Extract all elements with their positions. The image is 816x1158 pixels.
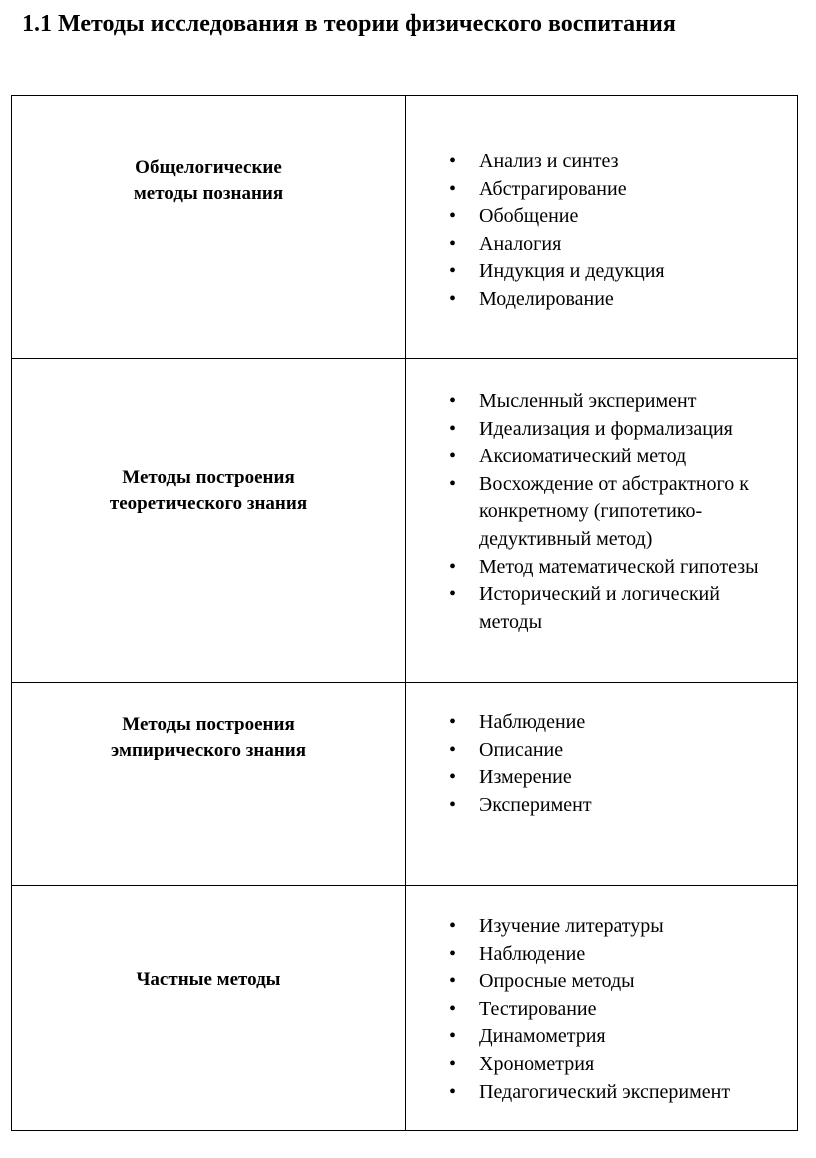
- category-label: Методы построения теоретического знания: [109, 466, 308, 514]
- category-cell: [12, 683, 406, 886]
- page-title: 1.1 Методы исследования в теории физического воспитания: [22, 11, 676, 37]
- list-item: • Мысленный эксперимент: [406, 388, 797, 416]
- list-item: • Педагогический эксперимент: [406, 1079, 797, 1107]
- list-item: • Метод математической гипотезы: [406, 554, 797, 582]
- list-item: • Идеализация и формализация: [406, 416, 797, 444]
- list-item: • Аналогия: [406, 231, 797, 259]
- table-row: [12, 886, 798, 1131]
- category-label: Частные методы: [136, 969, 281, 990]
- list-item: • Изучение литературы: [406, 913, 797, 941]
- list-item: • Описание: [406, 737, 797, 765]
- category-cell: [12, 359, 406, 683]
- list-item: • Исторический и логический методы: [406, 581, 797, 636]
- category-cell: [12, 886, 406, 1131]
- list-item: • Восхождение от абстрактного к конкретному (гипотетико-дедуктивный метод): [406, 471, 797, 554]
- list-item: • Хронометрия: [406, 1051, 797, 1079]
- methods-list: [406, 359, 797, 636]
- list-item: • Наблюдение: [406, 941, 797, 969]
- methods-list: [406, 683, 797, 819]
- list-item: • Аксиоматический метод: [406, 443, 797, 471]
- category-label: Методы построения эмпирического знания: [110, 714, 307, 761]
- list-item: • Измерение: [406, 764, 797, 792]
- list-item: • Динамометрия: [406, 1023, 797, 1051]
- list-item: • Опросные методы: [406, 968, 797, 996]
- table-row: [12, 96, 798, 359]
- list-item: • Моделирование: [406, 286, 797, 314]
- list-item: • Обобщение: [406, 203, 797, 231]
- methods-list-cell: [406, 359, 798, 683]
- list-item: • Эксперимент: [406, 792, 797, 820]
- list-item: • Наблюдение: [406, 709, 797, 737]
- table-row: [12, 683, 798, 886]
- list-item: • Индукция и дедукция: [406, 258, 797, 286]
- methods-table: [11, 95, 798, 1131]
- list-item: • Анализ и синтез: [406, 148, 797, 176]
- category-label: Общелогические методы познания: [133, 157, 284, 204]
- methods-list: [406, 96, 797, 314]
- methods-list-cell: [406, 96, 798, 359]
- table-row: [12, 359, 798, 683]
- methods-list: [406, 886, 797, 1106]
- methods-list-cell: [406, 683, 798, 886]
- category-cell: [12, 96, 406, 359]
- list-item: • Абстрагирование: [406, 176, 797, 204]
- methods-list-cell: [406, 886, 798, 1131]
- list-item: • Тестирование: [406, 996, 797, 1024]
